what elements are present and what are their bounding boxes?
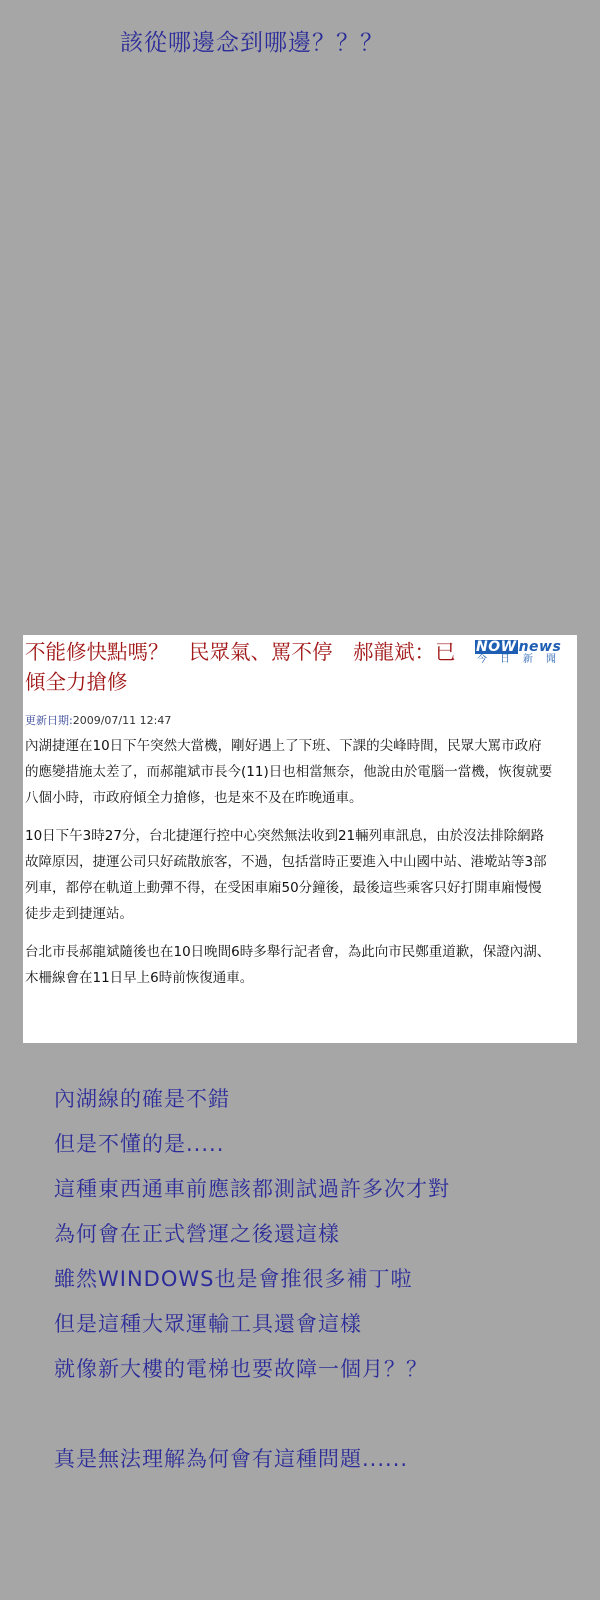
- article-paragraph: 10日下午3時27分，台北捷運行控中心突然無法收到21輛列車訊息，由於沒法排除網路故障原因，捷運公司只好疏散旅客，不過，包括當時正要進入中山國中站、港墘站等3部列車，都停在軌道上動彈不得，在受困車廂50分鐘後，最後這些乘客只好打開車廂慢慢徒步走到捷運站。: [25, 828, 547, 922]
- author-comments: [54, 1083, 450, 1488]
- article-paragraph: 台北市長郝龍斌隨後也在10日晚間6時多舉行記者會，為此向市民鄭重道歉，保證內湖、木柵線會在11日早上6時前恢復通車。: [25, 944, 551, 986]
- comment-line: 內湖線的確是不錯: [54, 1087, 230, 1111]
- page-heading: 該從哪邊念到哪邊？？？: [120, 30, 384, 56]
- article-body: [25, 733, 555, 1003]
- closing-comment: 真是無法理解為何會有這種問題......: [54, 1447, 409, 1471]
- logo-news-text: news: [518, 639, 562, 655]
- comment-line: 雖然WINDOWS也是會推很多補丁啦: [54, 1267, 413, 1291]
- article-date: [25, 712, 171, 728]
- logo-subtitle: 今日新聞: [477, 654, 569, 665]
- news-article-clipping: [23, 635, 577, 1043]
- date-value: 2009/07/11 12:47: [72, 714, 172, 727]
- comment-line: 就像新大樓的電梯也要故障一個月？？: [54, 1357, 428, 1381]
- comment-line: 但是不懂的是.....: [54, 1132, 225, 1156]
- comment-line: 但是這種大眾運輸工具還會這樣: [54, 1312, 362, 1336]
- nownews-logo: [475, 640, 567, 666]
- date-label: 更新日期:: [25, 714, 73, 727]
- logo-now-text: NOW: [476, 639, 517, 655]
- nownews-logo-brand: [475, 640, 561, 654]
- comment-line: 為何會在正式營運之後還這樣: [54, 1222, 340, 1246]
- comment-line: 這種東西通車前應該都測試過許多次才對: [54, 1177, 450, 1201]
- comment-spacer: [54, 1398, 450, 1443]
- article-title: 不能修快點嗎？ 民眾氣、罵不停 郝龍斌：已傾全力搶修: [25, 640, 456, 694]
- article-paragraph: 內湖捷運在10日下午突然大當機，剛好遇上了下班、下課的尖峰時間，民眾大罵市政府的應變措施太差了，而郝龍斌市長今(11)日也相當無奈，他說由於電腦一當機，恢復就要八個小時，市政府傾全力搶修，也是來不及在昨晚通車。: [25, 738, 553, 806]
